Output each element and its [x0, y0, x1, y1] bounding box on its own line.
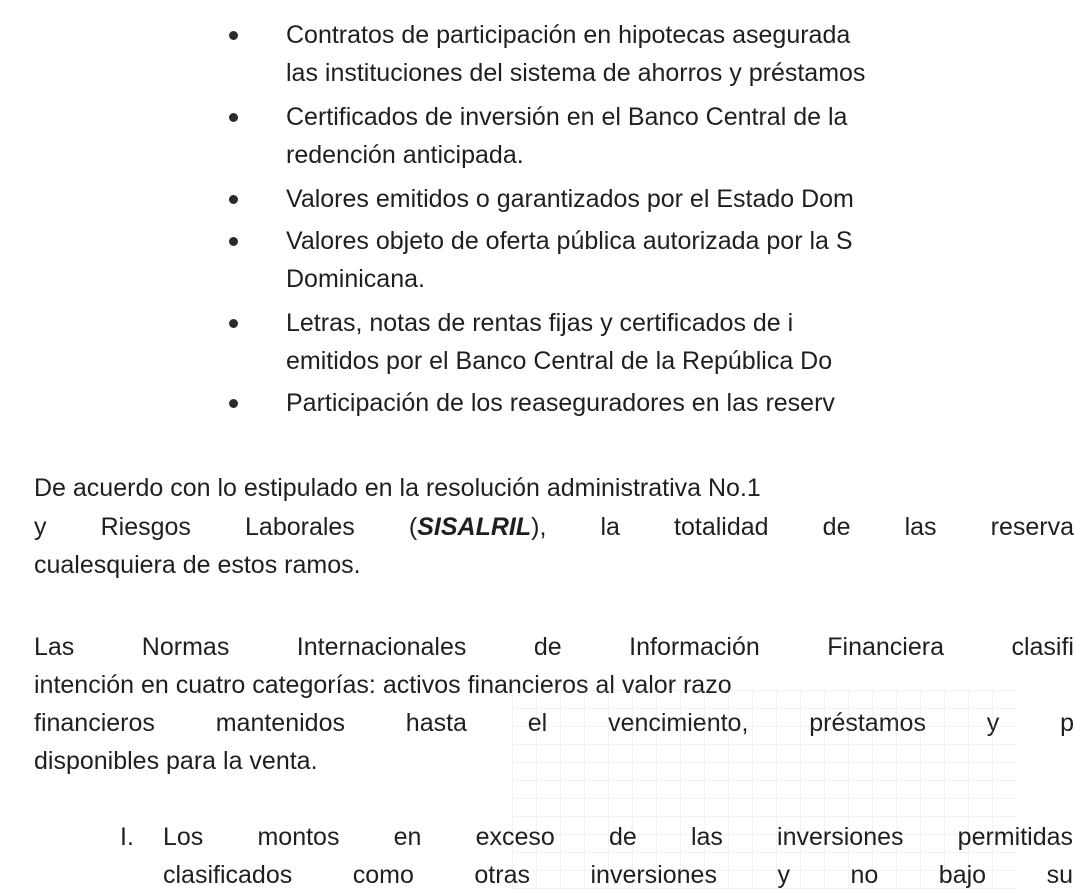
paragraph-2-line-3: financieros mantenidos hasta el vencimiento, préstamos y p: [34, 709, 1074, 737]
paragraph-1-line-1: De acuerdo con lo estipulado en la resolución administrativa No.1: [34, 474, 761, 502]
bullet-dot: [229, 113, 238, 122]
bullet-dot: [229, 195, 238, 204]
bullet-dot: [229, 237, 238, 246]
bullet-4-line-1: Valores objeto de oferta pública autorizada por la S: [286, 227, 853, 255]
numbered-item-line-1: Los montos en exceso de las inversiones permitidas: [163, 823, 1073, 851]
bullet-5-line-1: Letras, notas de rentas fijas y certificados de i: [286, 309, 794, 337]
bullet-6-line-1: Participación de los reaseguradores en las reserv: [286, 389, 835, 417]
bullet-dot: [229, 319, 238, 328]
bullet-4-line-2: Dominicana.: [286, 265, 425, 293]
paragraph-2-line-2: intención en cuatro categorías: activos financieros al valor razo: [34, 671, 732, 699]
bullet-2-line-1: Certificados de inversión en el Banco Central de la: [286, 103, 848, 131]
sisalril-acronym: SISALRIL: [417, 513, 532, 541]
bullet-3-line-1: Valores emitidos o garantizados por el Estado Dom: [286, 185, 854, 213]
bullet-1-line-1: Contratos de participación en hipotecas asegurada: [286, 21, 851, 49]
numbered-item-line-2: clasificados como otras inversiones y no bajo su: [163, 861, 1073, 889]
bullet-2-line-2: redención anticipada.: [286, 141, 524, 169]
paragraph-2-line-4: disponibles para la venta.: [34, 747, 318, 775]
bullet-1-line-2: las instituciones del sistema de ahorros y préstamos: [286, 59, 866, 87]
bullet-dot: [229, 31, 238, 40]
bullet-dot: [229, 399, 238, 408]
paragraph-1-line-2-suffix: ), la totalidad de las reserva: [531, 513, 1074, 541]
bullet-5-line-2: emitidos por el Banco Central de la República Do: [286, 347, 833, 375]
paragraph-2-line-1: Las Normas Internacionales de Información Financiera clasifi: [34, 633, 1074, 661]
paragraph-1-line-2: [34, 508, 1074, 546]
paragraph-1-line-2-prefix: y Riesgos Laborales (: [34, 513, 418, 541]
item-number: I.: [120, 823, 134, 851]
paragraph-1-line-3: cualesquiera de estos ramos.: [34, 551, 361, 579]
